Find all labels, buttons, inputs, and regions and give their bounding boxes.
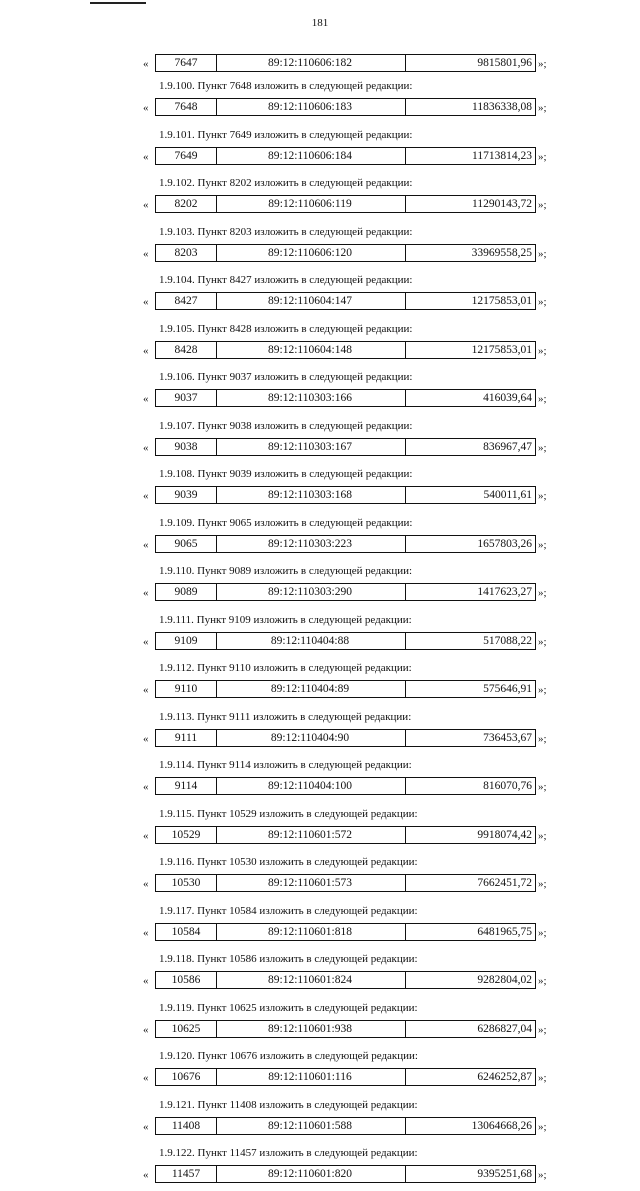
value-cell: 6481965,75 (405, 923, 536, 941)
quote-open: « (143, 1072, 149, 1084)
amendment-entry (0, 997, 640, 1046)
amendment-heading: 1.9.121. Пункт 11408 изложить в следующей редакции: (159, 1098, 418, 1111)
table-row (0, 438, 640, 456)
quote-open: « (143, 975, 149, 987)
amendment-entry (0, 512, 640, 561)
cadastral-number-cell: 89:12:110601:938 (215, 1020, 406, 1038)
quote-open: « (143, 1023, 149, 1036)
amendment-entry (0, 463, 640, 512)
quote-open: « (143, 684, 149, 696)
table-row (0, 98, 640, 116)
item-number-cell: 9037 (155, 389, 217, 407)
value-cell: 1657803,26 (405, 535, 536, 553)
table-row (0, 923, 640, 941)
item-number-cell: 7649 (155, 147, 217, 165)
table-row (0, 147, 640, 165)
item-number-cell: 8202 (155, 195, 217, 213)
amendment-entry (0, 1045, 640, 1094)
quote-open: « (143, 878, 149, 890)
table-row (0, 195, 640, 213)
value-cell: 736453,67 (405, 729, 536, 747)
amendment-heading: 1.9.106. Пункт 9037 изложить в следующей редакции: (159, 371, 413, 383)
cadastral-number-cell: 89:12:110601:818 (215, 923, 406, 941)
amendment-heading: 1.9.111. Пункт 9109 изложить в следующей редакции: (159, 613, 412, 626)
item-number-cell: 9038 (155, 438, 217, 456)
table-row (0, 292, 640, 310)
value-cell: 6286827,04 (405, 1020, 536, 1038)
value-cell: 517088,22 (405, 632, 536, 650)
item-number-cell: 9111 (155, 729, 217, 747)
cadastral-number-cell: 89:12:110303:166 (215, 389, 406, 407)
quote-close: »; (538, 926, 547, 939)
cadastral-number-cell: 89:12:110404:90 (215, 729, 406, 747)
quote-open: « (143, 344, 149, 357)
table-row (0, 54, 640, 72)
quote-close: »; (538, 538, 547, 551)
amendment-heading: 1.9.116. Пункт 10530 изложить в следующей редакции: (159, 856, 418, 868)
amendment-heading: 1.9.117. Пункт 10584 изложить в следующей редакции: (159, 904, 418, 917)
amendment-heading: 1.9.104. Пункт 8427 изложить в следующей редакции: (159, 274, 413, 286)
amendment-heading: 1.9.122. Пункт 11457 изложить в следующей редакции: (159, 1147, 418, 1159)
quote-close: »; (538, 344, 547, 357)
quote-open: « (143, 829, 149, 842)
table-row (0, 486, 640, 504)
amendment-entry (0, 1142, 640, 1191)
item-number-cell: 10625 (155, 1020, 217, 1038)
quote-open: « (143, 587, 149, 599)
cadastral-number-cell: 89:12:110606:120 (215, 244, 406, 262)
item-number-cell: 9114 (155, 777, 217, 795)
table-row (0, 874, 640, 892)
item-number-cell: 9110 (155, 680, 217, 698)
cadastral-number-cell: 89:12:110404:100 (215, 777, 406, 795)
amendment-entry (0, 1094, 640, 1143)
item-number-cell: 10530 (155, 874, 217, 892)
quote-open: « (143, 441, 149, 454)
cadastral-number-cell: 89:12:110606:119 (215, 195, 406, 213)
cadastral-number-cell: 89:12:110606:182 (215, 54, 406, 72)
table-row (0, 729, 640, 747)
value-cell: 9395251,68 (405, 1165, 536, 1183)
table-row (0, 777, 640, 795)
top-rule (90, 2, 146, 4)
amendment-entry (0, 900, 640, 949)
amendment-heading: 1.9.120. Пункт 10676 изложить в следующей редакции: (159, 1050, 418, 1062)
value-cell: 7662451,72 (405, 874, 536, 892)
table-row (0, 971, 640, 989)
amendment-entry (0, 609, 640, 658)
value-cell: 9918074,42 (405, 826, 536, 844)
item-number-cell: 11457 (155, 1165, 217, 1183)
value-cell: 6246252,87 (405, 1068, 536, 1086)
amendment-entry (0, 415, 640, 464)
amendment-entry (0, 75, 640, 124)
quote-open: « (143, 150, 149, 163)
table-row (0, 244, 640, 262)
value-cell: 575646,91 (405, 680, 536, 698)
cadastral-number-cell: 89:12:110303:167 (215, 438, 406, 456)
cadastral-number-cell: 89:12:110601:116 (215, 1068, 406, 1086)
quote-close: »; (538, 1169, 547, 1181)
amendment-heading: 1.9.108. Пункт 9039 изложить в следующей редакции: (159, 468, 413, 480)
amendment-heading: 1.9.103. Пункт 8203 изложить в следующей редакции: (159, 225, 413, 238)
item-number-cell: 9065 (155, 535, 217, 553)
cadastral-number-cell: 89:12:110303:223 (215, 535, 406, 553)
amendment-entry (0, 851, 640, 900)
amendment-heading: 1.9.113. Пункт 9111 изложить в следующей редакции: (159, 710, 412, 723)
value-cell: 11836338,08 (405, 98, 536, 116)
item-number-cell: 9109 (155, 632, 217, 650)
value-cell: 816070,76 (405, 777, 536, 795)
quote-close: »; (538, 102, 547, 114)
quote-open: « (143, 781, 149, 793)
quote-open: « (143, 926, 149, 939)
amendment-entry (0, 318, 640, 367)
cadastral-number-cell: 89:12:110601:573 (215, 874, 406, 892)
value-cell: 13064668,26 (405, 1117, 536, 1135)
amendment-entry (0, 172, 640, 221)
quote-open: « (143, 199, 149, 211)
table-row (0, 680, 640, 698)
amendment-heading: 1.9.110. Пункт 9089 изложить в следующей редакции: (159, 565, 413, 577)
quote-close: »; (538, 441, 547, 454)
cadastral-number-cell: 89:12:110404:88 (215, 632, 406, 650)
quote-close: »; (538, 587, 547, 599)
quote-open: « (143, 58, 149, 70)
amendment-heading: 1.9.102. Пункт 8202 изложить в следующей редакции: (159, 177, 413, 189)
item-number-cell: 7647 (155, 54, 217, 72)
amendment-heading: 1.9.100. Пункт 7648 изложить в следующей редакции: (159, 80, 413, 92)
table-row (0, 389, 640, 407)
quote-close: »; (538, 1023, 547, 1036)
table-row (0, 535, 640, 553)
amendment-heading: 1.9.112. Пункт 9110 изложить в следующей редакции: (159, 662, 412, 674)
quote-close: »; (538, 199, 547, 211)
quote-close: »; (538, 732, 547, 745)
amendment-entry (0, 366, 640, 415)
quote-open: « (143, 1169, 149, 1181)
item-number-cell: 8203 (155, 244, 217, 262)
cadastral-number-cell: 89:12:110601:572 (215, 826, 406, 844)
cadastral-number-cell: 89:12:110303:168 (215, 486, 406, 504)
cadastral-number-cell: 89:12:110303:290 (215, 583, 406, 601)
item-number-cell: 10586 (155, 971, 217, 989)
amendment-entry (0, 706, 640, 755)
amendment-entry (0, 221, 640, 270)
amendment-entry (0, 657, 640, 706)
value-cell: 33969558,25 (405, 244, 536, 262)
amendment-heading: 1.9.114. Пункт 9114 изложить в следующей редакции: (159, 759, 412, 771)
table-row (0, 341, 640, 359)
quote-close: »; (538, 58, 547, 70)
table-row (0, 583, 640, 601)
quote-open: « (143, 732, 149, 745)
amendment-heading: 1.9.105. Пункт 8428 изложить в следующей редакции: (159, 322, 413, 335)
quote-close: »; (538, 490, 547, 502)
quote-close: »; (538, 878, 547, 890)
quote-open: « (143, 296, 149, 308)
amendment-heading: 1.9.101. Пункт 7649 изложить в следующей редакции: (159, 128, 413, 141)
cadastral-number-cell: 89:12:110601:820 (215, 1165, 406, 1183)
table-row (0, 1165, 640, 1183)
item-number-cell: 8428 (155, 341, 217, 359)
amendment-heading: 1.9.118. Пункт 10586 изложить в следующей редакции: (159, 953, 418, 965)
item-number-cell: 7648 (155, 98, 217, 116)
table-row (0, 1020, 640, 1038)
value-cell: 12175853,01 (405, 341, 536, 359)
value-cell: 11713814,23 (405, 147, 536, 165)
table-row (0, 1117, 640, 1135)
quote-close: »; (538, 247, 547, 260)
table-row (0, 1068, 640, 1086)
value-cell: 11290143,72 (405, 195, 536, 213)
quote-close: »; (538, 684, 547, 696)
value-cell: 416039,64 (405, 389, 536, 407)
amendment-entry (0, 754, 640, 803)
item-number-cell: 10676 (155, 1068, 217, 1086)
item-number-cell: 11408 (155, 1117, 217, 1135)
quote-open: « (143, 247, 149, 260)
quote-close: »; (538, 829, 547, 842)
amendment-entry (0, 560, 640, 609)
item-number-cell: 9089 (155, 583, 217, 601)
item-number-cell: 10584 (155, 923, 217, 941)
quote-close: »; (538, 150, 547, 163)
value-cell: 9282804,02 (405, 971, 536, 989)
cadastral-number-cell: 89:12:110604:147 (215, 292, 406, 310)
page-number: 181 (311, 17, 329, 29)
amendment-entry (0, 54, 640, 75)
cadastral-number-cell: 89:12:110601:824 (215, 971, 406, 989)
quote-open: « (143, 490, 149, 502)
quote-close: »; (538, 393, 547, 405)
cadastral-number-cell: 89:12:110606:184 (215, 147, 406, 165)
quote-close: »; (538, 296, 547, 308)
quote-open: « (143, 538, 149, 551)
quote-close: »; (538, 781, 547, 793)
amendment-heading: 1.9.115. Пункт 10529 изложить в следующей редакции: (159, 807, 418, 820)
quote-close: »; (538, 1072, 547, 1084)
value-cell: 836967,47 (405, 438, 536, 456)
cadastral-number-cell: 89:12:110601:588 (215, 1117, 406, 1135)
quote-close: »; (538, 1120, 547, 1133)
quote-open: « (143, 635, 149, 648)
item-number-cell: 10529 (155, 826, 217, 844)
value-cell: 12175853,01 (405, 292, 536, 310)
amendment-entry (0, 948, 640, 997)
value-cell: 1417623,27 (405, 583, 536, 601)
quote-close: »; (538, 975, 547, 987)
table-row (0, 826, 640, 844)
amendment-entry (0, 124, 640, 173)
cadastral-number-cell: 89:12:110404:89 (215, 680, 406, 698)
amendment-heading: 1.9.119. Пункт 10625 изложить в следующей редакции: (159, 1001, 418, 1014)
amendment-entry (0, 803, 640, 852)
value-cell: 540011,61 (405, 486, 536, 504)
quote-open: « (143, 393, 149, 405)
table-row (0, 632, 640, 650)
value-cell: 9815801,96 (405, 54, 536, 72)
cadastral-number-cell: 89:12:110606:183 (215, 98, 406, 116)
document-body (0, 54, 640, 1191)
quote-open: « (143, 102, 149, 114)
item-number-cell: 9039 (155, 486, 217, 504)
amendment-heading: 1.9.107. Пункт 9038 изложить в следующей редакции: (159, 419, 413, 432)
cadastral-number-cell: 89:12:110604:148 (215, 341, 406, 359)
quote-open: « (143, 1120, 149, 1133)
amendment-entry (0, 269, 640, 318)
quote-close: »; (538, 635, 547, 648)
amendment-heading: 1.9.109. Пункт 9065 изложить в следующей редакции: (159, 516, 413, 529)
item-number-cell: 8427 (155, 292, 217, 310)
